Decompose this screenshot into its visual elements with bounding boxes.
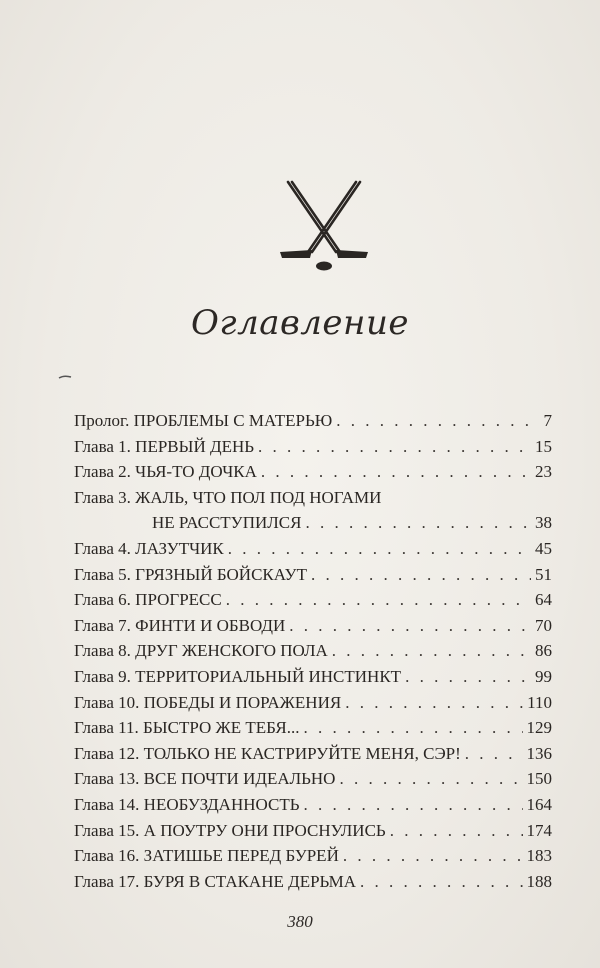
toc-entry-title: Глава 9. ТЕРРИТОРИАЛЬНЫЙ ИНСТИНКТ: [74, 666, 402, 686]
dot-leader: [339, 766, 522, 792]
toc-entry-page: 51: [535, 564, 552, 584]
toc-entry-title-continuation: НЕ РАССТУПИЛСЯ: [152, 513, 302, 533]
toc-entry-page: 110: [527, 692, 552, 712]
dot-leader: [343, 843, 523, 869]
dot-leader: [258, 434, 531, 460]
toc-entry: [74, 664, 552, 690]
toc-entry-page: 183: [526, 846, 552, 866]
dot-leader: [289, 613, 531, 639]
toc-entry-title: Глава 4. ЛАЗУТЧИК: [74, 538, 224, 558]
toc-entry-title: Глава 10. ПОБЕДЫ И ПОРАЖЕНИЯ: [74, 692, 342, 712]
toc-entry: [74, 843, 552, 869]
dot-leader: [332, 638, 531, 664]
toc-entry-title: Глава 3. ЖАЛЬ, ЧТО ПОЛ ПОД НОГАМИ: [74, 487, 382, 507]
toc-entry-page: 129: [526, 718, 552, 738]
toc-entry-page: 136: [526, 743, 552, 763]
dot-leader: [261, 459, 531, 485]
toc-entry-title: Глава 6. ПРОГРЕСС: [74, 590, 222, 610]
toc-entry: [74, 434, 552, 460]
toc-entry-page: 86: [535, 641, 552, 661]
dot-leader: [305, 510, 531, 536]
toc-entry-title: Глава 14. НЕОБУЗДАННОСТЬ: [74, 794, 300, 814]
toc-entry-page: 64: [535, 590, 552, 610]
dot-leader: [405, 664, 531, 690]
dot-leader: [360, 869, 522, 895]
toc-entry-title: Глава 8. ДРУГ ЖЕНСКОГО ПОЛА: [74, 641, 328, 661]
dot-leader: [303, 792, 522, 818]
toc-entry-title: Глава 15. А ПОУТРУ ОНИ ПРОСНУЛИСЬ: [74, 820, 386, 840]
dot-leader: [390, 818, 523, 844]
toc-entry: [74, 869, 552, 895]
dot-leader: [228, 536, 531, 562]
dot-leader: [226, 587, 531, 613]
page-number: 380: [287, 912, 313, 931]
table-of-contents: [74, 408, 552, 894]
toc-entry-page: 150: [526, 769, 552, 789]
toc-entry: [74, 485, 552, 511]
dot-leader: [336, 408, 539, 434]
toc-entry-title: Глава 16. ЗАТИШЬЕ ПЕРЕД БУРЕЙ: [74, 846, 339, 866]
toc-entry-page: 38: [535, 513, 552, 533]
toc-entry: [74, 613, 552, 639]
toc-entry-title: Глава 2. ЧЬЯ-ТО ДОЧКА: [74, 462, 257, 482]
ink-mark: [58, 375, 72, 379]
toc-entry-title: Глава 17. БУРЯ В СТАКАНЕ ДЕРЬМА: [74, 871, 357, 891]
toc-entry: [74, 459, 552, 485]
dot-leader: [311, 562, 531, 588]
dot-leader: [345, 690, 523, 716]
toc-entry-page: 164: [526, 794, 552, 814]
toc-entry: [74, 766, 552, 792]
toc-entry-page: 7: [543, 411, 552, 430]
toc-entry-page: 174: [526, 820, 552, 840]
toc-entry: [74, 638, 552, 664]
dot-leader: [303, 715, 522, 741]
toc-entry-page: 70: [535, 615, 552, 635]
toc-entry-continuation: [74, 510, 552, 536]
hockey-sticks-icon: [278, 178, 370, 278]
toc-entry-page: 45: [535, 538, 552, 558]
toc-entry-title: Глава 12. ТОЛЬКО НЕ КАСТРИРУЙТЕ МЕНЯ, СЭР!: [74, 743, 461, 763]
toc-entry-page: 188: [526, 871, 552, 891]
toc-entry-page: 99: [535, 666, 552, 686]
toc-entry-title: Пролог. ПРОБЛЕМЫ С МАТЕРЬЮ: [74, 411, 333, 430]
toc-entry: [74, 792, 552, 818]
toc-entry: [74, 741, 552, 767]
toc-entry: [74, 818, 552, 844]
toc-entry: [74, 715, 552, 741]
toc-entry-page: 15: [535, 436, 552, 456]
toc-entry-title: Глава 5. ГРЯЗНЫЙ БОЙСКАУТ: [74, 564, 307, 584]
toc-entry-title: Глава 11. БЫСТРО ЖЕ ТЕБЯ...: [74, 718, 300, 738]
dot-leader: [465, 741, 523, 767]
toc-entry-title: Глава 13. ВСЕ ПОЧТИ ИДЕАЛЬНО: [74, 769, 336, 789]
toc-entry-page: 23: [535, 462, 552, 482]
toc-entry-title: Глава 7. ФИНТИ И ОБВОДИ: [74, 615, 286, 635]
toc-entry: [74, 562, 552, 588]
toc-entry: [74, 690, 552, 716]
toc-entry: [74, 536, 552, 562]
toc-entry: [74, 587, 552, 613]
toc-entry: [74, 408, 552, 434]
toc-heading: Оглавление: [191, 303, 409, 343]
toc-entry-title: Глава 1. ПЕРВЫЙ ДЕНЬ: [74, 436, 255, 456]
